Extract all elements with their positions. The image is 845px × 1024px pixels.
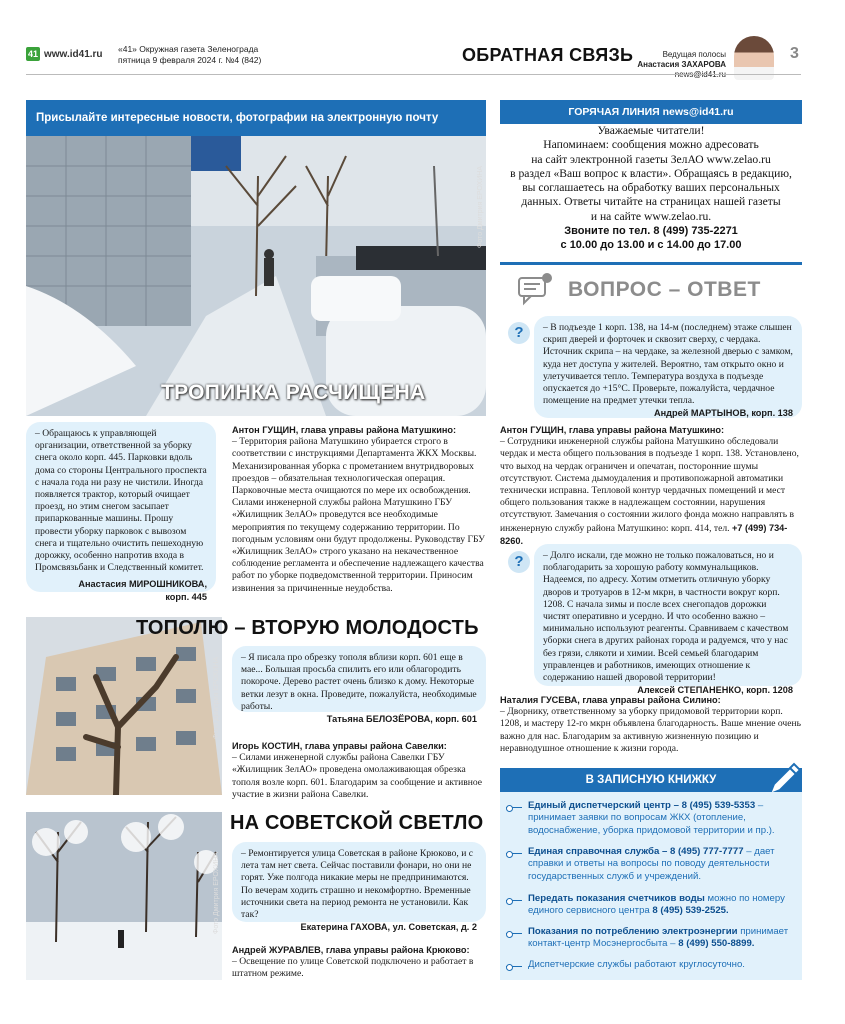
paper-info [118,44,261,66]
editor-email[interactable] [628,70,726,80]
paper-issue: пятница 9 февраля 2024 г. №4 (842) [118,55,262,65]
official-answer [232,740,486,801]
answer-text: – Сотрудники инженерной службы района Матушкино обследовали чердак и места общего пользования в подъезде 1 корп. 138. Установлено, что выход на чердак ограничен и опечатан, посторонние шумы отсутствуют. Система дымоудаления и противопожарной автоматики технически исправна. Тепловой контур чердачных помещений и мест общего пользования также в надлежащем состоянии, нарушения отсутствуют. Замечания о состоянии жилого фонда можно направлять в инженерную службу района Матушкино: корп. 414, тел. [500,436,799,534]
story-headline: ТОПОЛЮ – ВТОРУЮ МОЛОДОСТЬ [136,617,479,639]
reader-question [534,544,802,696]
page-number: 3 [790,45,799,62]
header-divider [26,74,801,75]
speech-bubbles-icon [518,272,554,306]
answer-text: – Силами инженерной службы района Савелки ГБУ «Жилищник ЗелАО» проведена омолаживающая обрезка тополя возле корп. 601. Благодарим за сообщение и активное участие в жизни района Савелки. [232,752,483,800]
editor-role: Ведущая полосы [662,50,726,59]
question-icon: ? [508,551,530,573]
site-link[interactable]: www.id41.ru [44,49,103,60]
poplar-photo [26,617,222,795]
hotline-header: ГОРЯЧАЯ ЛИНИЯ news@id41.ru [500,100,802,124]
story-headline: ТРОПИНКА РАСЧИЩЕНА [161,381,426,404]
contact-title: Единая справочная служба – 8 (495) 777-7777 [528,846,744,857]
hotline-line: Напоминаем: сообщения можно адресовать [543,138,759,152]
reader-question [534,316,802,418]
question-icon: ? [508,322,530,344]
contact-title: Передать показания счетчиков воды [528,893,705,904]
letter-text: – Обращаюсь к управляющей организации, ответственной за уборку снега около корп. 445. Парковки вдоль дома со стороны Центрального проспекта с начала года ни разу не чистили. Иногда появляется трактор, который очищает проезд, но этим снегом засыпает припаркованные машины. Прошу провести уборку парковок с вывозом снега и тщательно очистить пешеходную дорожку, особенно напротив входа в Промсвязьбанк и Следственный комитет. [35,428,207,574]
contact-item [528,959,794,971]
newspaper-logo-icon: 41 [27,49,38,59]
editor-credit [628,50,726,80]
reader-letter [232,646,486,725]
hotline-greeting: Уважаемые читатели! [597,124,705,137]
answer-speaker: Игорь КОСТИН, глава управы района Савелки: [232,741,447,751]
list-bullet-icon [506,897,522,905]
answer-speaker: Антон ГУЩИН, глава управы района Матушкино: [232,425,457,435]
contact-item [528,800,794,837]
answer-text: – Территория района Матушкино убирается строго в соответствии с инструкциями Департамента ЖКХ Москвы. Механизированная уборка с прометанием внутридворовых проездов – обязательная технологическая операция. Парковочные места очищаются по мере их освобождения. Силами инженерной службы района Матушкино ГБУ «Жилищник ЗелАО» проведутся все необходимые мероприятия по текущему содержанию территории. По погодным условиям они будут продолжены. Руководству ГБУ «Жилищник ЗелАО» строго указано на некачественное соблюдение регламента и обеспечение надлежащего качества работ по уборке подведомственной территории. Приносим извинения за причиненные неудобства. [232,436,485,594]
snowy-street-photo [26,136,486,416]
list-bullet-icon [506,930,522,938]
notebook-header: В ЗАПИСНУЮ КНИЖКУ [500,768,802,792]
question-text: – Долго искали, где можно не только пожаловаться, но и поблагодарить за хорошую работу коммунальщиков. Надеемся, по адресу. Хотим отметить отличную уборку дворов и тротуаров в 12-м мкрн, в частности вокруг корп. 1208. С начала зимы и после всех снегопадов дорожки чистят оперативно и усердно. И что особенно важно – минимально используют реагенты. Сравниваем с качеством уборки снега в других районах города и радуемся, что у нас без грязи, слякоти и химии. Всей семьей благодарим управленцев и работников, имеющих отношение к содержанию нашей дворовой территории! [543,550,789,684]
question-signature: Андрей МАРТЫНОВ, корп. 138 [653,408,793,419]
answer-phone: +7 (499) 734-8260. [500,522,788,546]
question-text: – В подъезде 1 корп. 138, на 14-м (последнем) этаже слышен скрип дверей и форточек и сквозит сверху, с чердака. Источник скрипа – на чердаке, за железной дверью с замком, куда нет доступа у жителей. Вероятно, там открыто окно и улетучивается тепло. Температура воздуха в подъезде опускается до +15°С. Проверьте, пожалуйста, чердачное помещение на предмет утечки тепла. [543,322,793,407]
hotline-line: данных. Ответы читайте на страницах нашей газеты [521,195,781,209]
reader-letter [232,842,486,933]
contact-title: Показания по потреблению электроэнергии [528,926,738,937]
hotline-line: на сайт электронной газеты ЗелАО www.zelao.ru [531,152,771,166]
list-bullet-icon [506,963,522,971]
letter-signature: Татьяна БЕЛОЗЁРОВА, корп. 601 [326,714,477,725]
question-signature: Алексей СТЕПАНЕНКО, корп. 1208 [637,685,793,696]
contact-title: Единый диспетчерский центр – 8 (495) 539-5353 [528,800,756,811]
letter-text: – Ремонтируется улица Советская в районе Крюково, и с лета там нет света. Сейчас поставили фонари, но они не горят. Уже полгода никакие меры не предпринимаются. По вечерам ходить страшно и некомфортно. Временные источники света на период ремонта не установили. Как так? [241,848,474,921]
hotline-hours: с 10.00 до 13.00 и с 14.00 до 17.00 [560,239,742,252]
hotline-line: вы соглашаетесь на обработку ваших персональных [522,181,780,195]
answer-speaker: Андрей ЖУРАВЛЕВ, глава управы района Крюково: [232,945,470,955]
story-headline: НА СОВЕТСКОЙ СВЕТЛО [230,812,484,834]
answer-text: – Дворнику, ответственному за уборку придомовой территории корп. 1208, и мастеру 12-го мкрн объявлена благодарность. Ваше мнение очень важно для нас. Благодарим за активную жизненную позицию и неравнодушное отношение к жизни города. [500,706,802,754]
contact-description: можно по номеру единого сервисного центра [528,893,785,917]
paper-title: «41» Окружная газета Зеленограда [118,44,259,54]
winter-trees-illustration [26,812,222,980]
contact-item [528,893,794,918]
submit-news-banner: Присылайте интересные новости, фотографии на электронную почту [26,100,486,136]
hotline-divider [500,262,802,265]
official-answer [232,944,486,981]
reader-letter [26,422,216,602]
hotline-phone: Звоните по тел. 8 (499) 735-2271 [564,225,738,238]
official-answer [500,694,802,755]
contact-description: – дает справки и ответы на вопросы по поводу деятельности государственных служб и учреждений. [528,846,775,882]
answer-text: – Освещение по улице Советской подключено и работает в штатном режиме. [232,956,474,980]
list-bullet-icon [506,850,522,858]
photo-credit: Фото Дмитрия ЕРОХИНА [477,166,484,248]
hotline-line: и на сайте www.zelao.ru. [590,209,712,223]
snowy-street-illustration [26,136,486,416]
letter-signature: Екатерина ГАХОВА, ул. Советская, д. 2 [300,922,477,933]
sovetskaya-street-photo [26,812,222,980]
letter-text: – Я писала про обрезку тополя вблизи корп. 601 еще в мае... Большая просьба спилить его или облагородить покороче. Дерево растет очень близко к дому. Некоторые ветки лезут в окна. Проведите, пожалуйста, необходимые работы. [241,652,477,712]
qa-section-title: ВОПРОС – ОТВЕТ [568,278,761,301]
contact-description: принимает контакт-центр Мосэнергосбыта – [528,926,789,950]
hotline-line: в раздел «Ваш вопрос к власти». Обращаясь в редакцию, [510,166,792,180]
answer-speaker: Антон ГУЩИН, глава управы района Матушкино: [500,425,725,435]
answer-speaker: Наталия ГУСЕВА, глава управы района Силино: [500,695,721,705]
letter-address: корп. 445 [165,591,207,602]
list-bullet-icon [506,804,522,812]
contact-description: – принимает заявки по вопросам ЖКХ (отопление, водоснабжение, уборка придомовой территории и пр.). [528,800,775,836]
contact-item [528,926,794,951]
contact-phone: 8 (495) 539-2525. [652,905,729,917]
photo-credit: Фото Дмитрия ЕРОХИНА [213,657,220,739]
poplar-illustration [26,617,222,795]
photo-credit: Фото Дмитрия ЕРОХИНА [213,852,220,934]
letter-signature: Анастасия МИРОШНИКОВА, [78,579,207,590]
official-answer [500,424,802,548]
contact-item [528,846,794,883]
contact-description: Диспетчерские службы работают круглосуточно. [528,959,745,970]
section-title: ОБРАТНАЯ СВЯЗЬ [462,45,634,65]
editor-name: Анастасия ЗАХАРОВА [637,60,726,69]
official-answer [232,424,486,595]
contact-phone: 8 (499) 550-8899. [678,938,755,950]
hotline-notice [500,124,802,253]
